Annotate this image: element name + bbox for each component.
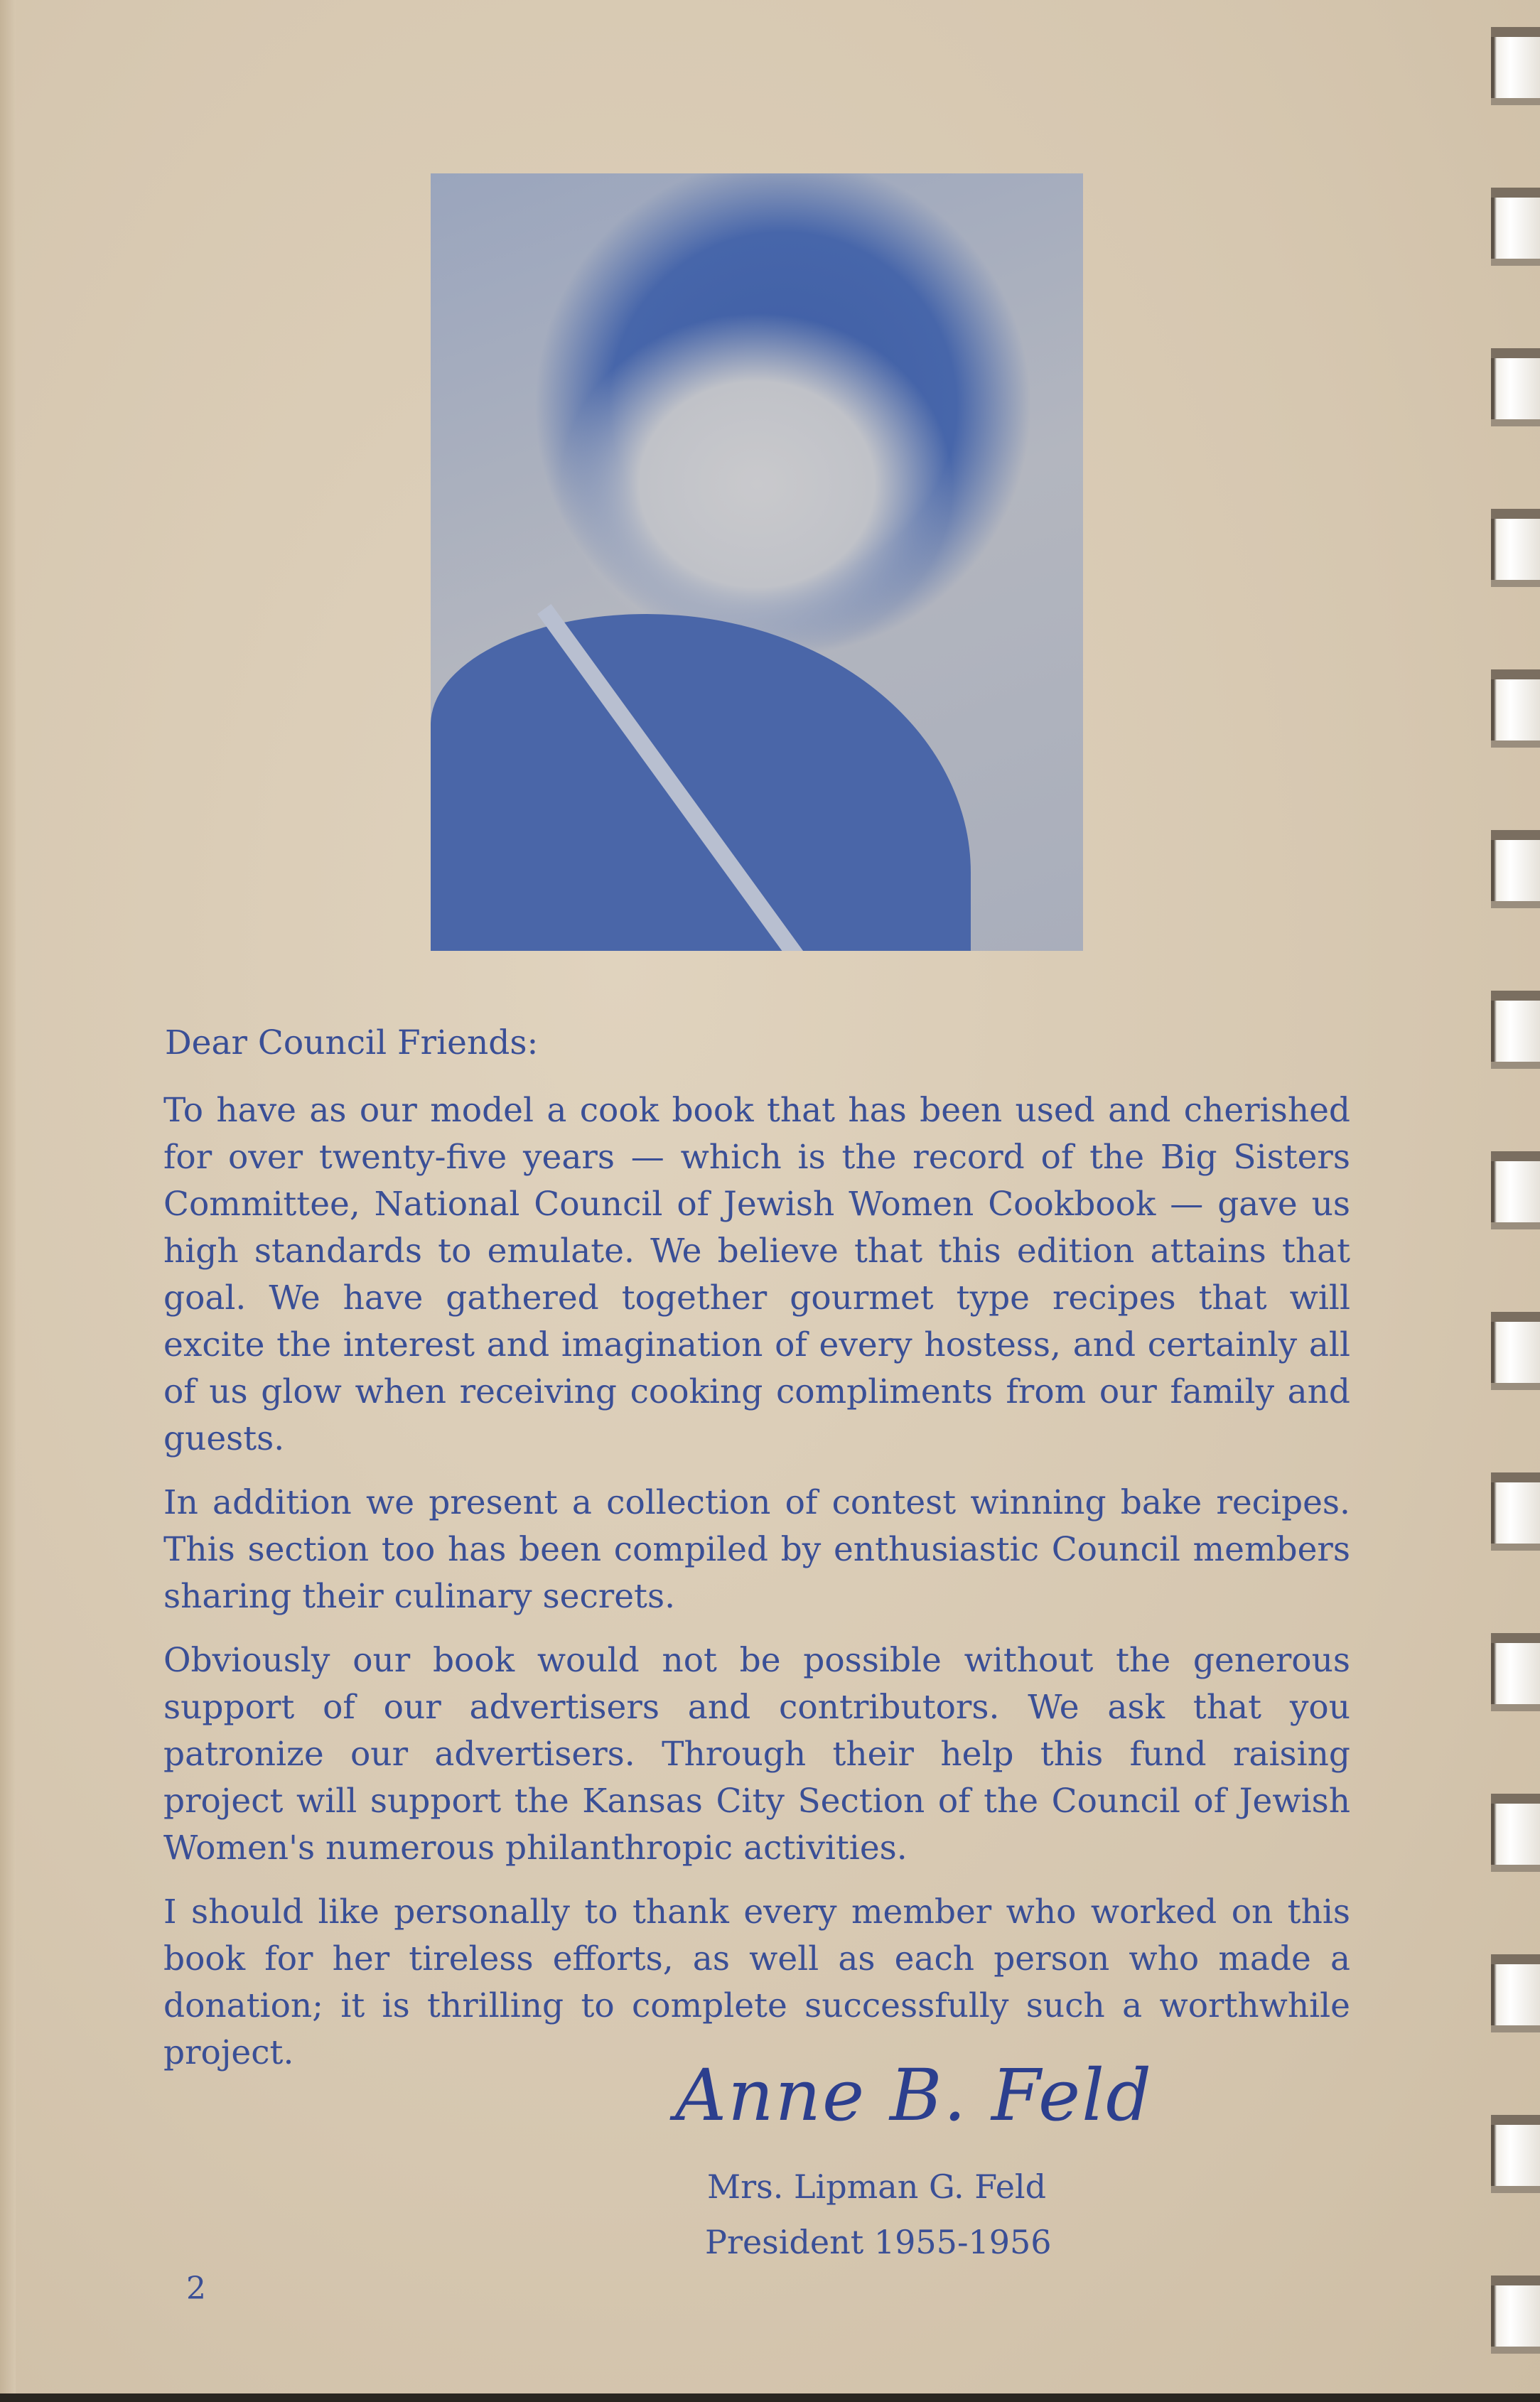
binding-ring xyxy=(1491,991,1540,1069)
binding-ring xyxy=(1491,509,1540,587)
binding-ring xyxy=(1491,669,1540,748)
portrait-photo xyxy=(431,173,1083,951)
page-number: 2 xyxy=(186,2271,206,2307)
binding-ring xyxy=(1491,1312,1540,1390)
letter-salutation: Dear Council Friends: xyxy=(165,1023,539,1062)
spiral-binding xyxy=(1491,0,1540,2402)
portrait-figure xyxy=(431,614,971,951)
letter-paragraph: In addition we present a collection of contest winning bake recipes. This section too has been compiled by enthusiastic Council members sharing their culinary secrets. xyxy=(163,1483,1350,1616)
binding-ring xyxy=(1491,2115,1540,2193)
signer-title: President 1955-1956 xyxy=(705,2223,1052,2261)
signer-name: Mrs. Lipman G. Feld xyxy=(707,2167,1047,2206)
binding-ring xyxy=(1491,2276,1540,2354)
binding-ring xyxy=(1491,1472,1540,1551)
letter-paragraph: To have as our model a cook book that has been used and cherished for over twenty-five years — which is the record of the Big Sisters Committee, National Council of Jewish Women Cookbook — gave us high standards to emulate. We believe that this edition attains that goal. We have gathered together gourmet type recipes that will excite the interest and imagination of every hostess, and certainly all of us glow when receiving cooking compliments from our family and guests. xyxy=(163,1091,1350,1458)
letter-paragraph: Obviously our book would not be possible without the generous support of our advertisers and contributors. We ask that you patronize our advertisers. Through their help this fund raising project will support the Kansas City Section of the Council of Jewish Women's numerous philanthropic activities. xyxy=(163,1641,1350,1868)
binding-ring xyxy=(1491,1794,1540,1872)
binding-ring xyxy=(1491,1151,1540,1229)
handwritten-signature: Anne B. Feld xyxy=(675,2054,1153,2137)
binding-ring xyxy=(1491,188,1540,266)
binding-ring xyxy=(1491,27,1540,105)
binding-ring xyxy=(1491,830,1540,908)
letter-paragraph: I should like personally to thank every member who worked on this book for her tireless efforts, as well as each person who made a donation; it is thrilling to complete successfully such a worthwhile project. xyxy=(163,1892,1350,2072)
binding-ring xyxy=(1491,1633,1540,1711)
letter-body xyxy=(163,1087,1350,2094)
page-bottom-edge xyxy=(0,2393,1540,2402)
binding-ring xyxy=(1491,348,1540,426)
binding-ring xyxy=(1491,1954,1540,2032)
page-edge xyxy=(0,0,16,2402)
